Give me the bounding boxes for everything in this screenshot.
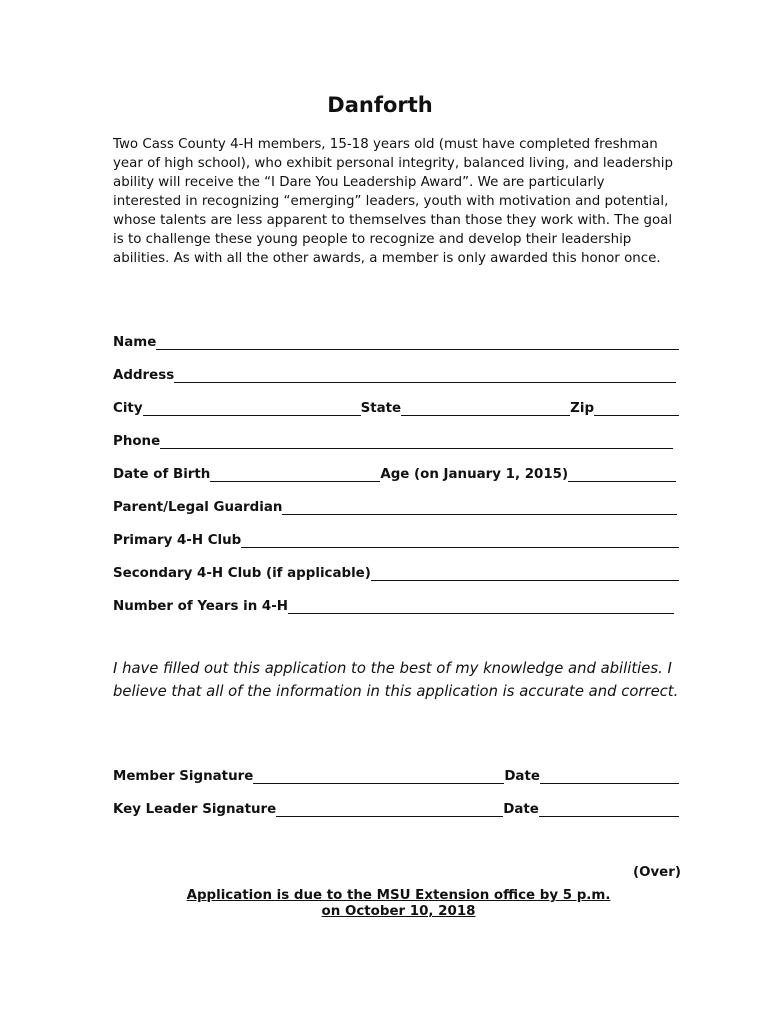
phone-row <box>113 429 673 449</box>
primary-club-input-line[interactable] <box>241 533 679 548</box>
state-label: State <box>360 401 402 416</box>
due-date-line-1: Application is due to the MSU Extension office by 5 p.m. <box>186 888 611 903</box>
address-label: Address <box>113 368 175 383</box>
dob-label: Date of Birth <box>113 467 211 482</box>
guardian-row <box>113 495 677 515</box>
primary-club-row <box>113 528 679 548</box>
member-date-line[interactable] <box>540 769 679 784</box>
member-signature-label: Member Signature <box>113 769 254 784</box>
intro-paragraph: Two Cass County 4-H members, 15-18 years old (must have completed freshman year of high school), who exhibit personal integrity, balanced living, and leadership ability will receive the “I Dare You Leadership Award”. We are particularly interested in recognizing “emerging” leaders, youth with motivation and potential, whose talents are less apparent to themselves than those they work with. The goal is to challenge these young people to recognize and develop their leadership abilities. As with all the other awards, a member is only awarded this honor once. <box>113 137 673 266</box>
secondary-club-label: Secondary 4-H Club (if applicable) <box>113 566 371 581</box>
phone-label: Phone <box>113 434 161 449</box>
document-title: Danforth <box>327 93 433 114</box>
address-row <box>113 363 676 383</box>
key-leader-date-line[interactable] <box>539 802 679 817</box>
city-state-zip-row <box>113 396 679 416</box>
key-leader-signature-row <box>113 797 679 817</box>
zip-input-line[interactable] <box>594 401 679 416</box>
age-label: Age (on January 1, 2015) <box>380 467 569 482</box>
guardian-label: Parent/Legal Guardian <box>113 500 283 515</box>
age-input-line[interactable] <box>568 467 676 482</box>
phone-input-line[interactable] <box>160 434 673 449</box>
address-input-line[interactable] <box>174 368 676 383</box>
zip-label: Zip <box>570 401 595 416</box>
member-date-label: Date <box>504 769 540 784</box>
city-label: City <box>113 401 143 416</box>
over-note: (Over) <box>632 865 681 880</box>
years-row <box>113 594 674 614</box>
guardian-input-line[interactable] <box>282 500 677 515</box>
state-input-line[interactable] <box>401 401 570 416</box>
secondary-club-input-line[interactable] <box>371 566 679 581</box>
key-leader-signature-label: Key Leader Signature <box>113 802 277 817</box>
key-leader-signature-line[interactable] <box>276 802 503 817</box>
member-signature-row <box>113 764 679 784</box>
city-input-line[interactable] <box>143 401 361 416</box>
name-label: Name <box>113 335 157 350</box>
primary-club-label: Primary 4-H Club <box>113 533 242 548</box>
name-input-line[interactable] <box>156 335 679 350</box>
key-leader-date-label: Date <box>503 802 539 817</box>
dob-input-line[interactable] <box>210 467 380 482</box>
certification-statement: I have filled out this application to the best of my knowledge and abilities. I believe that all of the information in this application is accurate and correct. <box>113 660 679 700</box>
name-row <box>113 330 679 350</box>
years-input-line[interactable] <box>288 599 674 614</box>
years-label: Number of Years in 4-H <box>113 599 288 614</box>
member-signature-line[interactable] <box>253 769 504 784</box>
dob-age-row <box>113 462 676 482</box>
due-date-line-2: on October 10, 2018 <box>321 904 476 919</box>
due-date-notice <box>0 888 770 920</box>
secondary-club-row <box>113 561 679 581</box>
